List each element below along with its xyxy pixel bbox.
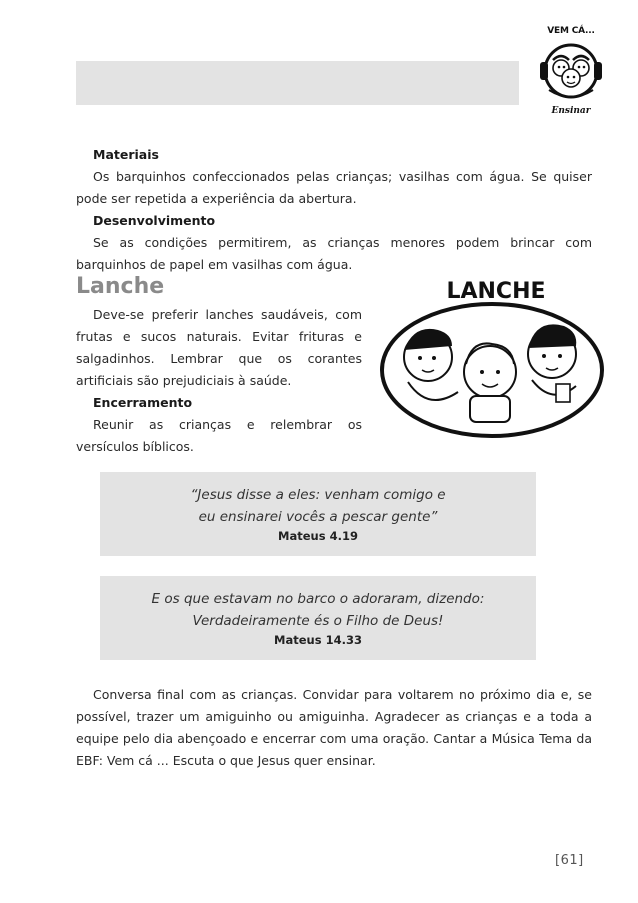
verse2-reference: Mateus 14.33 [274,633,362,647]
page-number: [61] [555,853,584,868]
desenvolvimento-body: Se as condições permitirem, as crianças menores podem brincar com barquinhos de papel em vasilhas com água. [76,235,592,272]
verse1-reference: Mateus 4.19 [278,529,358,543]
verse-box-mateus-14-33 [100,576,536,660]
materiais-body: Os barquinhos confeccionados pelas crianças; vasilhas com água. Se quiser pode ser repetida a experiência da abertura. [76,169,592,206]
conversa-body: Conversa final com as crianças. Convidar para voltarem no próximo dia e, se possível, trazer um amiguinho ou amiguinha. Agradecer as crianças e a toda a equipe pelo dia abençoado e encerrar com uma oração. Cantar a Música Tema da EBF: Vem cá ... Escuta o que Jesus quer ensinar. [76,687,592,768]
materiais-heading: Materiais [93,147,159,162]
verse2-line1: E os que estavam no barco o adoraram, dizendo: [151,591,485,607]
verse1-line1: “Jesus disse a eles: venham comigo e [190,487,446,503]
verse2-line2: Verdadeiramente és o Filho de Deus! [192,613,444,629]
desenvolvimento-heading: Desenvolvimento [93,213,216,228]
header-bar [76,61,519,105]
verse1-line2: eu ensinarei vocês a pescar gente” [198,509,438,525]
logo-title: VEM CÁ... [547,26,595,36]
materiais-section [76,144,592,276]
lanche-illustration [378,272,606,442]
encerramento-body: Reunir as crianças e relembrar os versículos bíblicos. [76,417,362,454]
verse-box-mateus-4-19 [100,472,536,556]
conversa-section [76,684,592,772]
encerramento-heading: Encerramento [93,395,193,410]
kids-logo-icon [539,38,603,104]
logo-subtitle: Ensinar [551,106,591,116]
lanche-image-label: LANCHE [446,279,546,304]
vem-ca-logo [537,18,605,118]
lanche-title: Lanche [76,274,165,299]
lanche-section [76,304,362,458]
lanche-body: Deve-se preferir lanches saudáveis, com frutas e sucos naturais. Evitar frituras e salgadinhos. Lembrar que os corantes artificiais são prejudiciais à saúde. [76,307,362,388]
